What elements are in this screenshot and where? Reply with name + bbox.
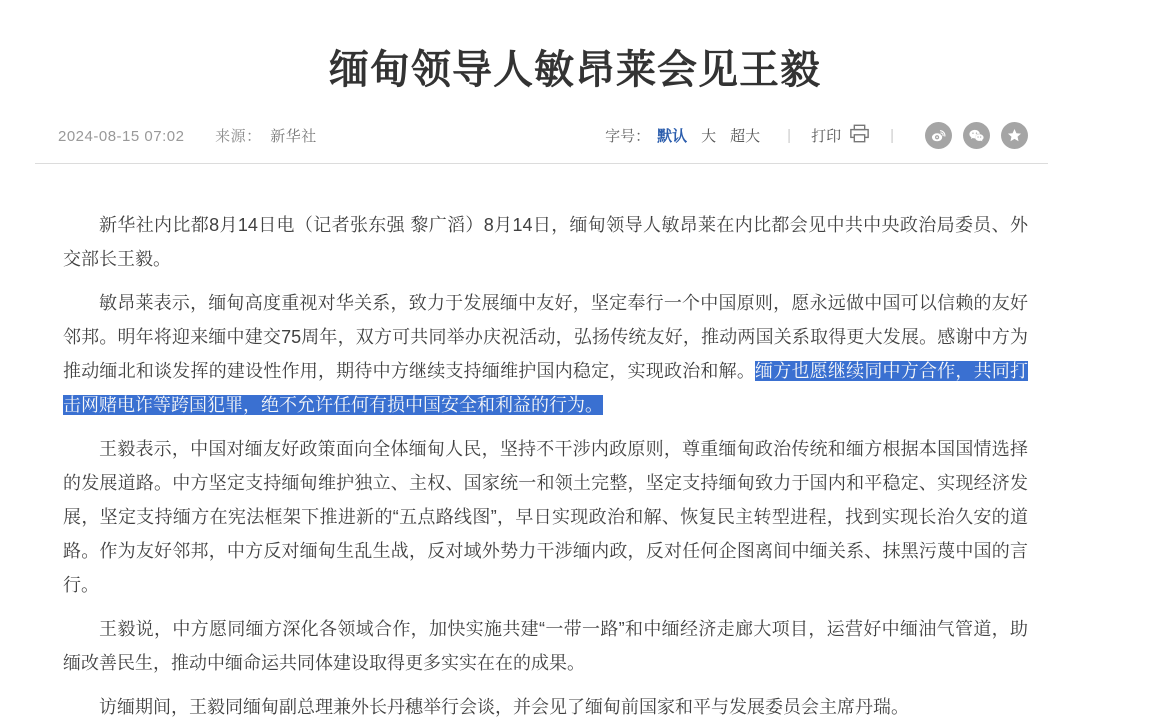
publish-datetime: 2024-08-15 07:02 bbox=[58, 128, 185, 145]
separator-bar: | bbox=[890, 127, 894, 144]
meta-left bbox=[58, 125, 317, 146]
print-button[interactable] bbox=[811, 124, 870, 147]
article-body bbox=[63, 208, 1028, 724]
fontsize-option-0[interactable]: 默认 bbox=[657, 128, 688, 145]
fontsize-label: 字号： bbox=[605, 128, 651, 145]
paragraph-text: 敏昂莱表示，缅甸高度重视对华关系，致力于发展缅中友好，坚定奉行一个中国原则，愿永远做中国可以信赖的友好邻邦。明年将迎来缅中建交75周年，双方可共同举办庆祝活动，弘扬传统友好，推动两国关系取得更大发展。感谢中方为推动缅北和谈发挥的建设性作用，期待中方继续支持缅维护国内稳定，实现政治和解。 bbox=[63, 293, 1028, 381]
fontsize-option-2[interactable]: 超大 bbox=[730, 128, 761, 145]
source-label: 来源： bbox=[215, 128, 262, 145]
meta-right bbox=[605, 122, 1028, 149]
article-paragraph bbox=[63, 612, 1028, 680]
meta-bar bbox=[35, 114, 1048, 164]
paragraph-text: 王毅说，中方愿同缅方深化各领域合作，加快实施共建“一带一路”和中缅经济走廊大项目，运营好中缅油气管道，助缅改善民生，推动中缅命运共同体建设取得更多实实在在的成果。 bbox=[63, 619, 1028, 673]
paragraph-text: 访缅期间，王毅同缅甸副总理兼外长丹穗举行会谈，并会见了缅甸前国家和平与发展委员会主席丹瑞。 bbox=[99, 697, 909, 717]
article-paragraph bbox=[63, 286, 1028, 422]
share-icons bbox=[914, 122, 1028, 149]
article-page bbox=[0, 46, 1150, 724]
printer-icon bbox=[849, 124, 870, 147]
fontsize-option-1[interactable]: 大 bbox=[701, 128, 717, 145]
article-paragraph bbox=[63, 432, 1028, 602]
separator-bar: | bbox=[787, 127, 792, 144]
article-paragraph bbox=[63, 690, 1028, 724]
highlighted-text: 缅方也愿继续同中方合作，共同打击网赌电诈等跨国犯罪，绝不允许任何有损中国安全和利益的行为。 bbox=[63, 361, 1029, 415]
print-label: 打印 bbox=[811, 128, 842, 145]
article-paragraph bbox=[63, 208, 1028, 276]
source-name[interactable]: 新华社 bbox=[270, 128, 317, 145]
paragraph-text: 王毅表示，中国对缅友好政策面向全体缅甸人民，坚持不干涉内政原则，尊重缅甸政治传统和缅方根据本国国情选择的发展道路。中方坚定支持缅甸维护独立、主权、国家统一和领土完整，坚定支持缅甸致力于国内和平稳定、实现经济发展，坚定支持缅方在宪法框架下推进新的“五点路线图”，早日实现政治和解、恢复民主转型进程，找到实现长治久安的道路。作为友好邻邦，中方反对缅甸生乱生战，反对域外势力干涉缅内政，反对任何企图离间中缅关系、抹黑污蔑中国的言行。 bbox=[63, 439, 1028, 595]
paragraph-text: 新华社内比都8月14日电（记者张东强 黎广滔）8月14日，缅甸领导人敏昂莱在内比都会见中共中央政治局委员、外交部长王毅。 bbox=[63, 215, 1028, 269]
weibo-icon[interactable] bbox=[925, 122, 952, 149]
wechat-icon[interactable] bbox=[963, 122, 990, 149]
fontsize-options bbox=[650, 125, 767, 146]
favorite-icon[interactable] bbox=[1001, 122, 1028, 149]
page-title: 缅甸领导人敏昂莱会见王毅 bbox=[329, 48, 821, 92]
